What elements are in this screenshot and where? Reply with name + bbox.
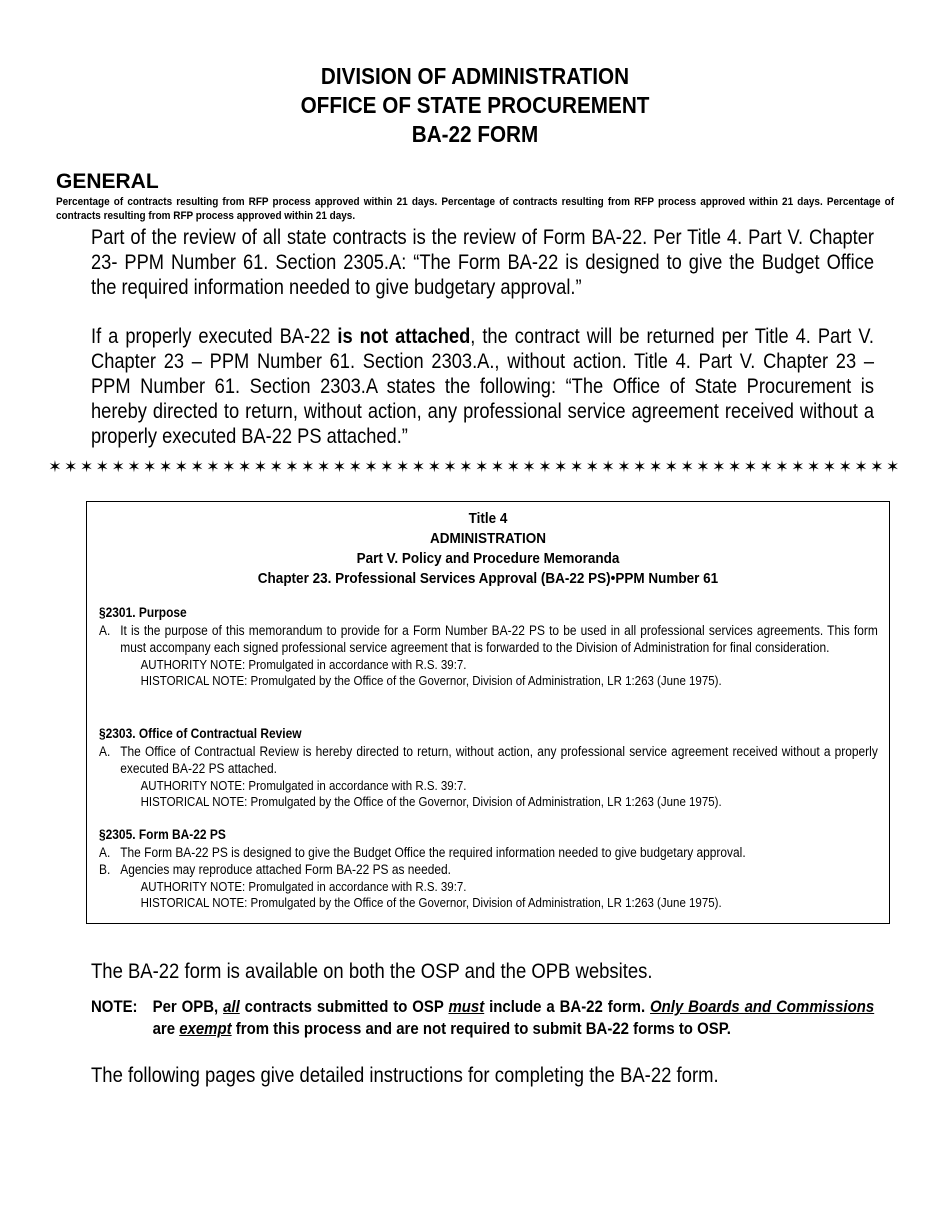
section-item: [99, 743, 878, 778]
note-emphasis-must: must: [448, 997, 485, 1016]
note-text-part: contracts submitted to OSP: [239, 997, 449, 1016]
review-paragraph: Part of the review of all state contracts is the review of Form BA-22. Per Title 4. Part V. Chapter 23- PPM Number 61. Section 2305.A: “The Form BA-22 is designed to give the Budget Office the required information needed to give budgetary approval.”: [91, 226, 874, 299]
item-label: A.: [99, 743, 111, 759]
return-paragraph-rest: , the contract will be returned per Title 4. Part V. Chapter 23 – PPM Number 61. Section 2303.A., without action. Title 4. Part V. Chapter 23 – PPM Number 61. Section 2303.A states the following: “The Office of State Procurement is hereby directed to return, without action, any professional service agreement received without a properly executed BA-22 PS attached.”: [91, 325, 874, 448]
historical-note: HISTORICAL NOTE: Promulgated by the Office of the Governor, Division of Administration, LR 1:263 (June 1975).: [140, 673, 722, 688]
authority-note: AUTHORITY NOTE: Promulgated in accordance with R.S. 39:7.: [140, 878, 467, 894]
item-label: A.: [99, 622, 111, 638]
historical-note: HISTORICAL NOTE: Promulgated by the Office of the Governor, Division of Administration, LR 1:263 (June 1975).: [140, 794, 722, 809]
opb-note: [91, 996, 874, 1040]
section-item: [99, 844, 878, 862]
availability-text: The BA-22 form is available on both the OSP and the OPB websites.: [91, 960, 653, 983]
authority-note: AUTHORITY NOTE: Promulgated in accordance with R.S. 39:7.: [140, 777, 467, 793]
item-text: The Office of Contractual Review is hereby directed to return, without action, any professional service agreement received without a properly executed BA-22 PS attached.: [120, 743, 878, 776]
note-text-part: from this process and are not required to submit BA-22 forms to OSP.: [231, 1019, 731, 1038]
section-item: [99, 622, 878, 657]
section-2301: [99, 604, 878, 690]
item-label: A.: [99, 844, 111, 860]
header-division: DIVISION OF ADMINISTRATION: [320, 63, 630, 89]
note-text-part: include a BA-22 form.: [484, 997, 651, 1016]
page-header: [0, 62, 950, 149]
box-title: [87, 509, 889, 589]
note-text: [153, 996, 875, 1040]
return-paragraph-start: If a properly executed BA-22: [91, 325, 338, 348]
note-text-part: Per OPB,: [152, 997, 224, 1016]
note-emphasis-boards: Only Boards and Commissions: [650, 997, 875, 1016]
header-office: OFFICE OF STATE PROCUREMENT: [300, 92, 650, 118]
box-title-line4: Chapter 23. Professional Services Approval (BA-22 PS)•PPM Number 61: [257, 570, 719, 587]
item-text: The Form BA-22 PS is designed to give the Budget Office the required information needed to give budgetary approval.: [120, 844, 746, 860]
section-heading: §2303. Office of Contractual Review: [99, 726, 302, 741]
section-2303: [99, 725, 878, 811]
authority-note: AUTHORITY NOTE: Promulgated in accordance with R.S. 39:7.: [140, 656, 467, 672]
header-form: BA-22 FORM: [411, 121, 539, 147]
box-title-line3: Part V. Policy and Procedure Memoranda: [356, 550, 620, 567]
star-separator: ✶✶✶✶✶✶✶✶✶✶✶✶✶✶✶✶✶✶✶✶✶✶✶✶✶✶✶✶✶✶✶✶✶✶✶✶✶✶✶✶✶✶✶✶✶✶✶✶✶✶✶✶✶✶: [48, 459, 902, 476]
note-text-part: are: [152, 1019, 180, 1038]
return-paragraph-emphasis: is not attached: [337, 325, 471, 348]
box-title-line1: Title 4: [468, 510, 508, 527]
return-paragraph: [91, 324, 874, 449]
following-pages-text: The following pages give detailed instructions for completing the BA-22 form.: [91, 1064, 719, 1087]
box-title-line2: ADMINISTRATION: [429, 530, 546, 547]
section-heading: §2301. Purpose: [99, 605, 187, 620]
general-heading: GENERAL: [56, 170, 159, 193]
section-2305: [99, 826, 878, 912]
item-text: Agencies may reproduce attached Form BA-22 PS as needed.: [120, 862, 451, 877]
item-text: It is the purpose of this memorandum to provide for a Form Number BA-22 PS to be used in all professional services agreements. This form must accompany each signed professional service agreement that is forwarded to the Division of Administration for final consideration.: [120, 622, 878, 655]
note-emphasis-exempt: exempt: [179, 1019, 232, 1038]
historical-note: HISTORICAL NOTE: Promulgated by the Office of the Governor, Division of Administration, LR 1:263 (June 1975).: [140, 895, 722, 910]
note-emphasis-all: all: [223, 997, 240, 1016]
general-subtext: Percentage of contracts resulting from RFP process approved within 21 days. Percentage of contracts resulting from RFP process approved within 21 days. Percentage of contracts resulting from RFP process approved within 21 days.: [56, 196, 895, 222]
section-item: [99, 861, 878, 879]
item-label: B.: [99, 862, 111, 877]
section-heading: §2305. Form BA-22 PS: [99, 827, 226, 842]
note-label: NOTE:: [91, 997, 138, 1016]
regulation-box: [86, 501, 890, 924]
